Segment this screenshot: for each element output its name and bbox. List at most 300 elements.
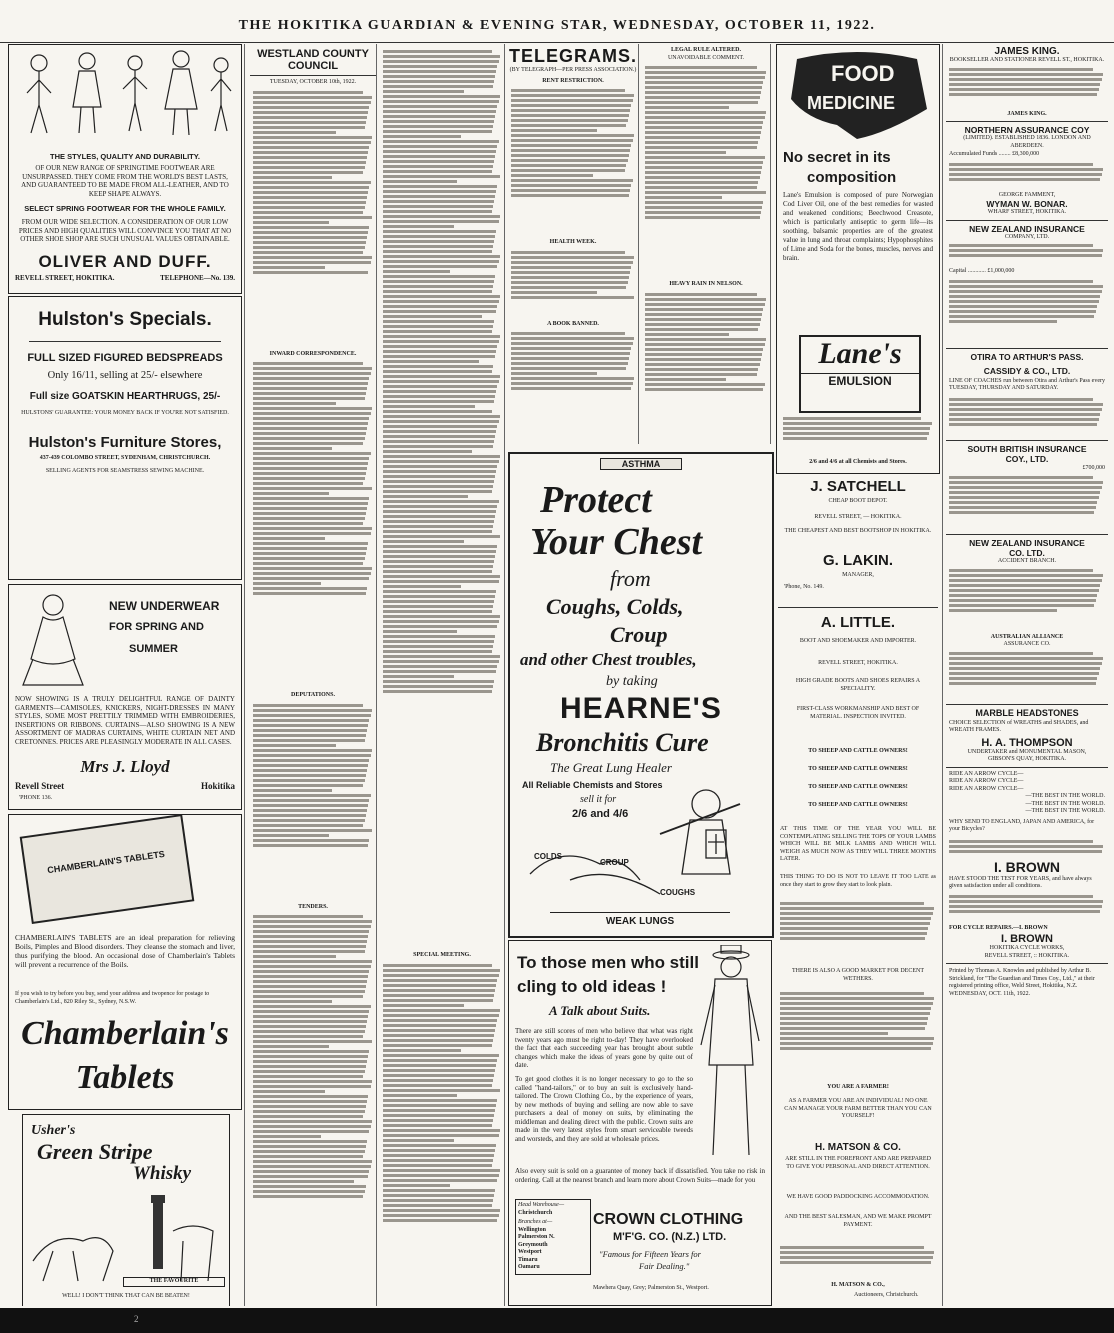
lakin-phone: 'Phone, No. 149. [784,584,824,590]
body-text-line [253,126,365,129]
body-text-line [511,99,633,102]
ad-chamberlains-logo1: Chamberlain's [21,1015,229,1052]
body-text-line [383,315,482,318]
body-text-line [949,249,1103,252]
body-text-line [949,168,1103,171]
body-text-line [645,146,757,149]
body-text-line [949,900,1103,903]
hearne-line4: Coughs, Colds, [546,594,684,619]
body-text-line [383,545,497,548]
body-text-line [383,275,495,278]
body-text-line [253,799,369,802]
body-text-line [383,175,500,178]
body-text-line [383,305,497,308]
hearne-stores2: sell it for [580,794,617,805]
body-text-line [383,1059,497,1062]
body-text-line [253,266,325,269]
body-text-line [383,120,494,123]
lane-fine-print [783,415,933,455]
ad-chamberlains-body: CHAMBERLAIN'S TABLETS are an ideal preparation for relieving Boils, Pimples and Blood disorders. They cleanse the stomach and liver, thus purifying the blood. An occasional dose of Chamberlain's Tablets will prevent a recurrence of the Boils. [15,933,235,969]
body-text-line [949,418,1099,421]
body-text-line [780,1047,931,1050]
body-text-line [949,511,1094,514]
body-text-line [253,181,371,184]
lane-food: FOOD [831,61,895,86]
hearne-price: 2/6 and 4/6 [572,808,629,820]
body-text-line [383,665,497,668]
body-text-line [383,260,499,263]
body-text-line [383,420,499,423]
body-text-line [645,368,758,371]
body-text-line [253,592,366,595]
body-text-line [645,111,766,114]
lane-logo-box [799,335,921,413]
nz-accident-body [946,566,1108,634]
body-text-line [383,1119,493,1122]
column-advertisements-left [6,44,245,1306]
ad-oliver-body2: FROM OUR WIDE SELECTION. A CONSIDERATION OF OUR LOW PRICES AND HIGH QUALITIES WILL CONVINCE YOU THAT AT NO OTHER SHOE SHOP ARE SUCH UNUSUAL VALUES OBTAINABLE. [18,218,232,243]
body-text-line [383,510,496,513]
king-signature: JAMES KING. [1007,110,1047,117]
body-text-line [383,475,495,478]
body-text-line [253,517,365,520]
body-text-line [949,305,1097,308]
body-text-line [383,1144,496,1147]
body-text-line [253,839,369,842]
council-subhead-inward: INWARD CORRESPONDENCE. [269,350,357,357]
body-text-line [949,73,1103,76]
ad-oliver-address: REVELL STREET, HOKITIKA. [15,273,115,282]
body-text-line [511,271,630,274]
body-text-line [949,78,1102,81]
column-council-continued [380,44,505,1306]
arrow-line: —THE BEST IN THE WORLD. [1025,800,1105,807]
telegram-story-health: HEALTH WEEK. [549,239,597,245]
crown-sub: A Talk about Suits. [549,1003,651,1018]
body-text-line [383,190,496,193]
crown-p3: Also every suit is sold on a guarantee of money back if dissatisfied. You take no risk in ordering. Call at the nearest branch and learn more about Crown Suits—made for you [515,1167,765,1184]
hearne-line7: by taking [606,674,658,689]
telegram-text-3 [508,328,638,412]
body-text-line [383,595,495,598]
body-text-line [253,362,363,365]
body-text-line [253,955,336,958]
body-text-line [383,1094,457,1097]
body-text-line [949,423,1097,426]
body-text-line [383,185,497,188]
body-text-line [780,927,928,930]
ad-hearnes-bronchitis-cure [508,452,774,938]
body-text-line [645,191,766,194]
body-text-line [383,195,495,198]
body-text-line [383,1194,494,1197]
ad-ushers-brand: Usher's [31,1123,76,1138]
body-text-line [383,170,492,173]
body-text-line [253,980,367,983]
crown-branch-item: Westport [518,1249,542,1255]
body-text-line [949,173,1102,176]
body-text-line [383,1124,492,1127]
king-name: JAMES KING. [994,46,1060,57]
body-text-line [253,769,367,772]
body-text-line [511,119,628,122]
ad-lloyd-title1: NEW UNDERWEAR [109,599,220,613]
body-text-line [383,675,454,678]
body-text-line [511,144,631,147]
body-text-line [383,630,457,633]
crown-branch-item: Timaru [518,1256,538,1263]
body-text-line [253,1115,363,1118]
body-text-line [783,417,921,420]
brown-name: I. BROWN [993,858,1061,875]
nz-insurance-body2 [946,277,1108,345]
body-text-line [383,435,495,438]
body-text-line [949,398,1093,401]
body-text-line [383,50,492,53]
sheep-note: AT THIS TIME OF THE YEAR YOU WILL BE CONTEMPLATING SELLING THE TOPS OF YOUR LAMBS WHICH WILL BE MILK LAMBS AND WHICH WILL WEIGH AS MUCH NOW AS THEY WILL THREE MONTHS LATER. [780,826,936,862]
body-text-line [949,68,1093,71]
body-text-line [253,834,329,837]
crown-footer: Mawhera Quay, Grey; Palmerston St., Westport. [593,1285,709,1291]
body-text-line [511,139,633,142]
body-text-line [645,201,763,204]
body-text-line [253,794,371,797]
body-text-line [383,1179,497,1182]
body-text-line [383,365,493,368]
body-text-line [949,491,1100,494]
body-text-line [383,570,492,573]
body-text-line [253,925,371,928]
body-text-line [253,587,367,590]
body-text-line [253,367,372,370]
body-text-line [253,759,369,762]
body-text-line [949,677,1097,680]
lane-secret1: No secret in its [783,149,891,166]
body-text-line [645,308,763,311]
arrow-line: —THE BEST IN THE WORLD. [1025,808,1105,814]
body-text-line [645,338,766,341]
body-text-line [511,367,626,370]
body-text-line [253,940,367,943]
body-text-line [383,1219,497,1222]
aus-name: AUSTRALIAN ALLIANCE [990,633,1064,640]
body-text-line [949,178,1100,181]
body-text-line [511,194,629,197]
body-text-line [949,403,1103,406]
brown-address: REVELL STREET, :: HOKITIKA. [984,952,1070,959]
body-text-line [511,114,629,117]
body-text-line [511,286,626,289]
body-text-line [253,151,368,154]
body-text-line [645,91,761,94]
crown-brand1: CROWN CLOTHING [593,1211,744,1228]
little-body2: FIRST-CLASS WORKMANSHIP AND BEST OF MATERIAL. INSPECTION INVITED. [796,706,920,720]
body-text-line [253,950,365,953]
body-text-line [253,186,369,189]
body-text-line [253,216,372,219]
hearne-line6: and other Chest troubles, [520,650,697,669]
body-text-line [511,276,629,279]
ad-lloyd-title3: SUMMER [129,643,178,655]
body-text-line [783,437,927,440]
thompson-name: H. A. THOMPSON [981,736,1073,749]
body-text-line [253,417,369,420]
body-text-line [783,432,929,435]
body-text-line [511,169,625,172]
body-text-line [383,1109,495,1112]
body-text-line [383,445,493,448]
body-text-line [780,1261,931,1264]
body-text-line [645,343,765,346]
body-text-line [383,1009,500,1012]
northern-funds: Accumulated Funds ........ £8,300,000 [949,151,1040,157]
body-text-line [383,400,494,403]
body-text-line [253,382,368,385]
ad-chamberlains-logo2: Tablets [75,1059,175,1096]
body-text-line [383,1054,499,1057]
body-text-line [383,1039,493,1042]
body-text-line [383,55,500,58]
body-text-line [780,1032,888,1035]
body-text-line [511,332,625,335]
marble-body: CHOICE SELECTION of WREATHS and SHADES, and WREATH FRAMES. [949,719,1089,733]
crown-branches-label: Branches at— [518,1219,553,1225]
body-text-line [253,1110,365,1113]
little-address: REVELL STREET, HOKITIKA. [818,660,898,666]
body-text-line [253,1075,363,1078]
body-text-line [253,171,363,174]
little-sub: BOOT AND SHOEMAKER AND IMPORTER. [799,638,917,644]
body-text-line [253,562,363,565]
body-text-line [949,408,1102,411]
crown-slogan1: "Famous for Fifteen Years for [599,1249,701,1259]
legal-text-1 [642,62,770,281]
body-text-line [949,910,1100,913]
body-text-line [383,1209,500,1212]
hearne-slogan: The Great Lung Healer [550,760,672,775]
body-text-line [949,93,1097,96]
body-text-line [383,225,454,228]
body-text-line [383,640,494,643]
sbi-name2: COY., LTD. [1005,453,1049,464]
body-text-line [383,280,494,283]
king-body [946,65,1108,111]
body-text-line [780,922,930,925]
body-text-line [253,196,367,199]
lane-logo1: Lane's [818,337,902,370]
crown-slogan2: Fair Dealing." [639,1261,690,1271]
body-text-line [645,211,761,214]
body-text-line [253,231,368,234]
crown-branches-box [515,1199,591,1275]
body-text-line [949,657,1103,660]
body-text-line [253,930,369,933]
hearne-line5: Croup [610,622,668,647]
body-text-line [253,779,365,782]
body-text-line [253,572,371,575]
ad-ushers-title1: Green Stripe [37,1139,153,1164]
body-text-line [511,184,631,187]
northern-sub: (LIMITED). ESTABLISHED 1836. LONDON AND ABERDEEN. [963,135,1091,149]
lane-secret2: composition [807,169,897,186]
council-body-text-2 [250,358,376,692]
body-text-line [383,440,494,443]
ad-hulstons-line2: Only 16/11, selling at 25/- elsewhere [47,370,203,381]
body-text-line [949,320,1057,323]
body-text-line [949,672,1099,675]
body-text-line [383,485,493,488]
body-text-line [253,472,366,475]
body-text-line [253,1180,354,1183]
body-text-line [780,1042,933,1045]
body-text-line [645,101,758,104]
body-text-line [253,96,372,99]
body-text-line [645,131,761,134]
body-text-line [383,1044,492,1047]
body-text-line [645,323,760,326]
body-text-line [383,685,493,688]
body-text-line [253,734,366,737]
body-text-line [253,789,332,792]
body-text-line [645,166,762,169]
body-text-line [383,1134,499,1137]
ad-lloyd-town: Hokitika [200,781,235,791]
body-text-line [383,550,496,553]
body-text-line [383,1139,454,1142]
body-text-line [383,670,496,673]
nz-accident-branch: ACCIDENT BRANCH. [997,558,1057,564]
northern-body [946,160,1108,192]
body-text-line [253,437,365,440]
body-text-line [253,111,368,114]
sbi-capital: £700,000 [1082,464,1105,471]
body-text-line [253,136,372,139]
body-text-line [253,1190,365,1193]
body-text-line [383,355,495,358]
hearne-line1: Protect [540,479,652,521]
aus-body [946,649,1108,701]
body-text-line [253,1140,367,1143]
body-text-line [253,452,371,455]
body-text-line [645,76,765,79]
lane-body: Lane's Emulsion is composed of pure Norwegian Cod Liver Oil, one of the best remedies for wasted and weakened conditions; Beechwood Creasote, which is particularly antiseptic to germ life—its soothing, balsamic properties are of the greatest value in lung and throat complaints; Hypophosphites of Lime and Soda for the bones, muscles, nerves and brain. [783,191,933,262]
lakin-role: MANAGER, [842,572,874,578]
body-text-line [383,1084,492,1087]
printer-imprint: Printed by Thomas A. Knowles and published by Arthur B. Strickland, for "The Guardian and Times Coy., Ltd.," at their registered printing office, Weld Street, Hokitika, N.Z. WEDNESDAY, OCT. 11th, 1922. [949,968,1095,997]
body-text-line [383,1169,500,1172]
body-text-line [780,932,927,935]
body-text-line [949,83,1100,86]
body-text-line [949,476,1093,479]
body-text-line [253,246,365,249]
ad-lloyd-title2: FOR SPRING AND [109,621,204,633]
body-text-line [949,413,1100,416]
body-text-line [511,129,597,132]
body-text-line [383,455,500,458]
body-text-line [383,580,499,583]
body-text-line [511,291,597,294]
body-text-line [253,372,371,375]
body-text-line [383,395,495,398]
body-text-line [253,552,366,555]
body-text-line [253,920,372,923]
body-text-line [383,1069,495,1072]
body-text-line [645,136,760,139]
body-text-line [383,585,461,588]
body-text-line [383,240,494,243]
matson-body: ARE STILL IN THE FOREFRONT AND ARE PREPARED TO GIVE YOU PERSONAL AND DIRECT ATTENTION. [785,1156,931,1170]
body-text-line [253,744,336,747]
body-text-line [511,281,628,284]
body-text-line [253,1025,366,1028]
body-text-line [645,176,760,179]
body-text-line [253,1130,369,1133]
body-text-line [383,1014,499,1017]
council-subhead-deputations: DEPUTATIONS. [291,692,335,698]
body-text-line [383,625,497,628]
body-text-line [949,840,1093,843]
body-text-line [253,557,365,560]
satchell-name: J. SATCHELL [810,478,906,495]
body-text-line [253,995,363,998]
body-text-line [645,116,765,119]
body-text-line [383,1159,493,1162]
body-text-line [253,497,369,500]
council-continued-text [380,44,504,952]
tablets-box-illustration [20,814,195,924]
body-text-line [253,532,371,535]
body-text-line [949,310,1096,313]
body-text-line [253,809,367,812]
body-text-line [511,189,630,192]
body-text-line [383,200,494,203]
column-business-cards [946,44,1108,1306]
body-text-line [383,65,497,68]
body-text-line [645,383,765,386]
body-text-line [645,293,757,296]
body-text-line [645,161,763,164]
body-text-line [383,1004,464,1007]
body-text-line [645,373,757,376]
body-text-line [383,335,500,338]
body-text-line [949,604,1094,607]
body-text-line [253,542,368,545]
ad-lloyd-brand: Mrs J. Lloyd [80,757,170,776]
body-text-line [949,574,1103,577]
body-text-line [253,141,371,144]
body-text-line [383,165,493,168]
body-text-line [253,1000,332,1003]
body-text-line [383,535,500,538]
body-text-line [253,784,363,787]
body-text-line [383,405,475,408]
body-text-line [949,300,1099,303]
body-text-line [383,635,495,638]
body-text-line [949,88,1099,91]
body-text-line [253,191,368,194]
body-text-line [383,540,464,543]
body-text-line [511,352,630,355]
ad-crown-clothing [508,940,772,1306]
body-text-line [253,1175,368,1178]
body-text-line [253,432,366,435]
marble-heading: MARBLE HEADSTONES [975,707,1079,718]
body-text-line [949,315,1094,318]
council-subhead-special: SPECIAL MEETING. [413,952,471,958]
matson-name: H. MATSON & CO. [815,1142,901,1153]
body-text-line [253,960,372,963]
body-text-line [253,1020,367,1023]
